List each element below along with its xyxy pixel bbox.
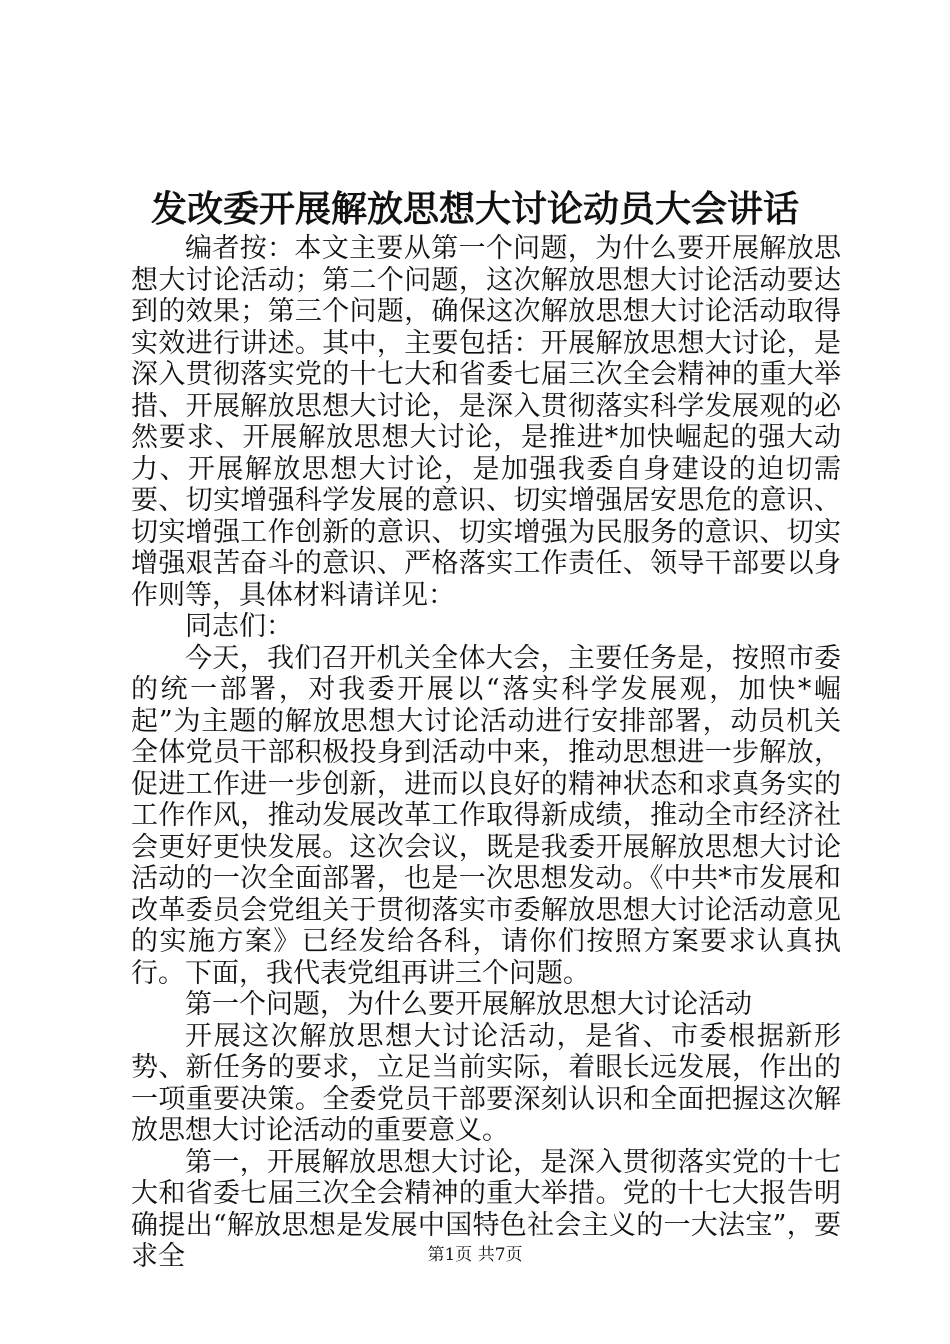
body-paragraph: 第一，开展解放思想大讨论，是深入贯彻落实党的十七大和省委七届三次全会精神的重大举措。党的十七大报告明确提出“解放思想是发展中国特色社会主义的一大法宝”，要求全 [131, 1146, 841, 1272]
document-title: 发改委开展解放思想大讨论动员大会讲话 [150, 188, 799, 230]
document-body [131, 233, 841, 1273]
salutation-paragraph: 同志们： [185, 611, 293, 642]
page-number-footer: 第1页 共7页 [427, 1245, 523, 1265]
body-paragraph: 今天，我们召开机关全体大会，主要任务是，按照市委的统一部署，对我委开展以“落实科学发展观，加快*崛起”为主题的解放思想大讨论活动进行安排部署，动员机关全体党员干部积极投身到活动中来，推动思想进一步解放，促进工作进一步创新，进而以良好的精神状态和求真务实的工作作风，推动发展改革工作取得新成绩，推动全市经济社会更好更快发展。这次会议，既是我委开展解放思想大讨论活动的一次全面部署，也是一次思想发动。《中共*市发展和改革委员会党组关于贯彻落实市委解放思想大讨论活动意见的实施方案》已经发给各科，请你们按照方案要求认真执行。下面，我代表党组再讲三个问题。 [131, 642, 841, 989]
section-heading: 第一个问题，为什么要开展解放思想大讨论活动 [185, 989, 752, 1020]
editor-note-paragraph: 编者按：本文主要从第一个问题，为什么要开展解放思想大讨论活动；第二个问题，这次解放思想大讨论活动要达到的效果；第三个问题，确保这次解放思想大讨论活动取得实效进行讲述。其中，主要包括：开展解放思想大讨论，是深入贯彻落实党的十七大和省委七届三次全会精神的重大举措、开展解放思想大讨论，是深入贯彻落实科学发展观的必然要求、开展解放思想大讨论，是推进*加快崛起的强大动力、开展解放思想大讨论，是加强我委自身建设的迫切需要、切实增强科学发展的意识、切实增强居安思危的意识、切实增强工作创新的意识、切实增强为民服务的意识、切实增强艰苦奋斗的意识、严格落实工作责任、领导干部要以身作则等，具体材料请详见： [131, 233, 841, 611]
body-paragraph: 开展这次解放思想大讨论活动，是省、市委根据新形势、新任务的要求，立足当前实际，着眼长远发展，作出的一项重要决策。全委党员干部要深刻认识和全面把握这次解放思想大讨论活动的重要意义。 [131, 1020, 841, 1146]
